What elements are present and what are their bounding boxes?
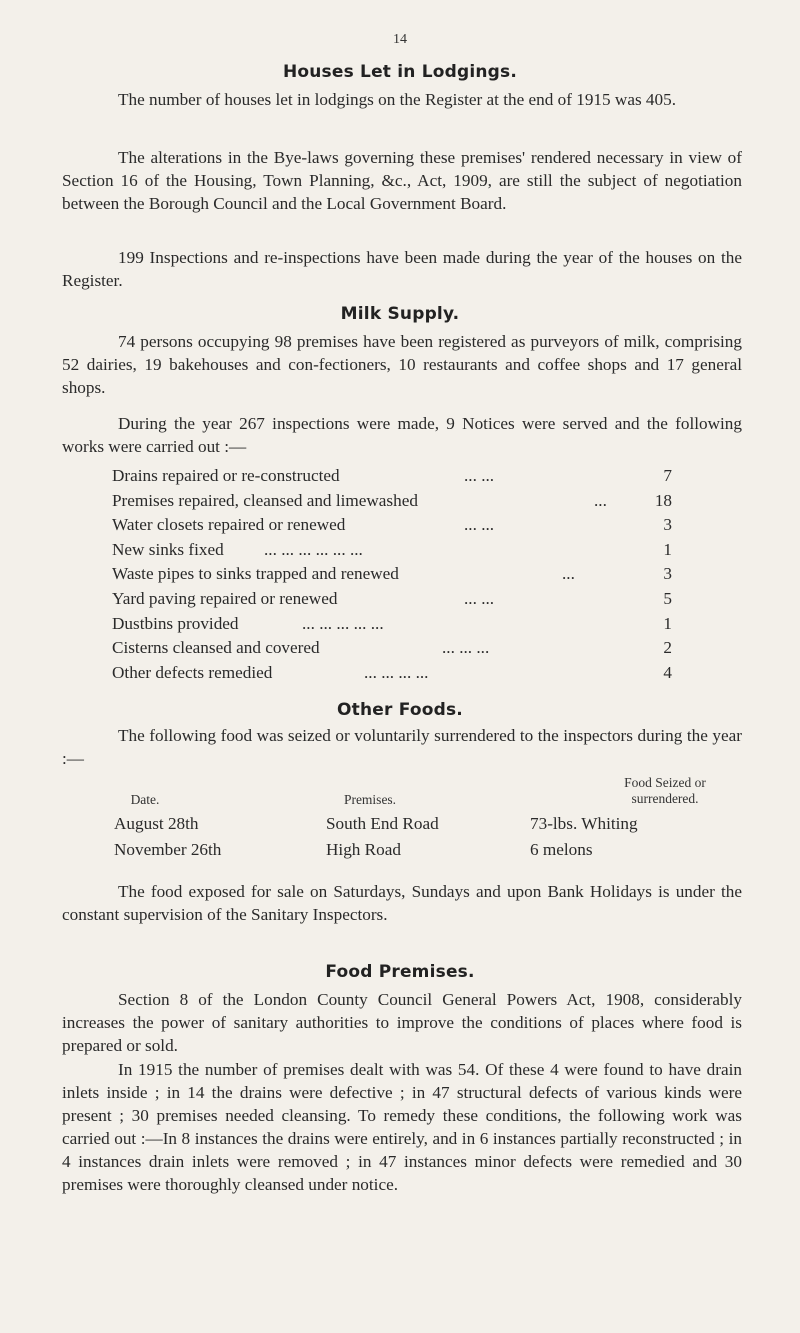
list-item bbox=[112, 515, 672, 540]
leader-dots: ... ... bbox=[464, 515, 495, 535]
work-label: Yard paving repaired or renewed bbox=[112, 588, 338, 608]
paragraph: In 1915 the number of premises dealt with was 54. Of these 4 were found to have drain inlets inside ; in 14 the drains were defective ; in 47 structural defects of various kinds were present ; 30 premises needed cleansing. To remedy these conditions, the following work was carried out :—In 8 instances the drains were entirely, and in 6 instances partially reconstructed ; in 4 instances drain inlets were removed ; in 47 instances minor defects were remedied and 30 premises were thoroughly cleansed under notice. bbox=[62, 1060, 742, 1194]
work-count: 7 bbox=[663, 466, 672, 485]
table-cell-date: August 28th bbox=[114, 814, 199, 833]
works-list bbox=[112, 466, 672, 687]
list-item bbox=[112, 564, 672, 589]
paragraph: The food exposed for sale on Saturdays, Sundays and upon Bank Holidays is under the constant supervision of the Sanitary Inspectors. bbox=[62, 882, 742, 924]
leader-dots: ... ... ... ... ... ... bbox=[264, 539, 363, 559]
page-number: 14 bbox=[393, 32, 407, 47]
work-label: Drains repaired or re-constructed bbox=[112, 466, 340, 485]
column-header-food: Food Seized or surrendered. bbox=[624, 775, 706, 806]
leader-dots: ... ... ... bbox=[442, 638, 490, 658]
leader-dots: ... bbox=[562, 564, 575, 584]
leader-dots: ... bbox=[594, 490, 607, 510]
list-item bbox=[112, 614, 672, 639]
heading-milk-supply: Milk Supply. bbox=[340, 304, 460, 324]
list-item bbox=[112, 663, 672, 688]
work-label: Premises repaired, cleansed and limewashed bbox=[112, 490, 418, 510]
list-item bbox=[112, 491, 672, 516]
leader-dots: ... ... bbox=[464, 466, 495, 485]
work-count: 1 bbox=[663, 613, 672, 633]
work-label: Water closets repaired or renewed bbox=[112, 515, 346, 535]
work-count: 5 bbox=[663, 588, 672, 608]
table-cell-premises: South End Road bbox=[326, 814, 439, 833]
work-count: 3 bbox=[663, 515, 672, 535]
list-item bbox=[112, 466, 672, 491]
heading-food-premises: Food Premises. bbox=[325, 962, 475, 982]
table-cell-food: 73-lbs. Whiting bbox=[530, 814, 638, 833]
column-header-date: Date. bbox=[130, 792, 160, 807]
paragraph: During the year 267 inspections were made, 9 Notices were served and the following works were carried out :— bbox=[62, 414, 742, 456]
leader-dots: ... ... ... ... ... bbox=[302, 613, 384, 633]
table-cell-date: November 26th bbox=[114, 840, 222, 859]
work-count: 1 bbox=[663, 539, 672, 559]
list-item bbox=[112, 540, 672, 565]
leader-dots: ... ... ... ... bbox=[364, 662, 429, 682]
list-item bbox=[112, 638, 672, 663]
work-label: New sinks fixed bbox=[112, 539, 224, 559]
list-item bbox=[112, 589, 672, 614]
work-count: 4 bbox=[663, 662, 672, 682]
column-header-premises: Premises. bbox=[343, 792, 397, 807]
work-count: 3 bbox=[663, 564, 672, 584]
table-cell-premises: High Road bbox=[326, 840, 401, 859]
work-count: 2 bbox=[663, 638, 672, 658]
paragraph: The number of houses let in lodgings on the Register at the end of 1915 was 405. bbox=[118, 90, 677, 109]
paragraph: 74 persons occupying 98 premises have been registered as purveyors of milk, comprising 52 dairies, 19 bakehouses and con-fectioners, 10 restaurants and coffee shops and 17 general shops. bbox=[62, 332, 742, 397]
heading-houses-let-in-lodgings: Houses Let in Lodgings. bbox=[282, 62, 518, 82]
work-label: Dustbins provided bbox=[112, 613, 239, 633]
work-count: 18 bbox=[654, 490, 672, 510]
work-label: Cisterns cleansed and covered bbox=[112, 638, 320, 658]
work-label: Waste pipes to sinks trapped and renewed bbox=[112, 564, 399, 584]
work-label: Other defects remedied bbox=[112, 662, 273, 682]
paragraph: Section 8 of the London County Council General Powers Act, 1908, considerably increases the power of sanitary authorities to improve the conditions of places where food is prepared or sold. bbox=[62, 990, 742, 1055]
paragraph: 199 Inspections and re-inspections have been made during the year of the houses on the Register. bbox=[62, 248, 742, 290]
paragraph: The following food was seized or voluntarily surrendered to the inspectors during the year :— bbox=[62, 726, 742, 768]
table-cell-food: 6 melons bbox=[530, 840, 593, 859]
leader-dots: ... ... bbox=[464, 588, 495, 608]
heading-other-foods: Other Foods. bbox=[337, 700, 463, 720]
paragraph: The alterations in the Bye-laws governing these premises' rendered necessary in view of Section 16 of the Housing, Town Planning, &c., Act, 1909, are still the subject of negotiation between the Borough Council and the Local Government Board. bbox=[62, 148, 742, 213]
